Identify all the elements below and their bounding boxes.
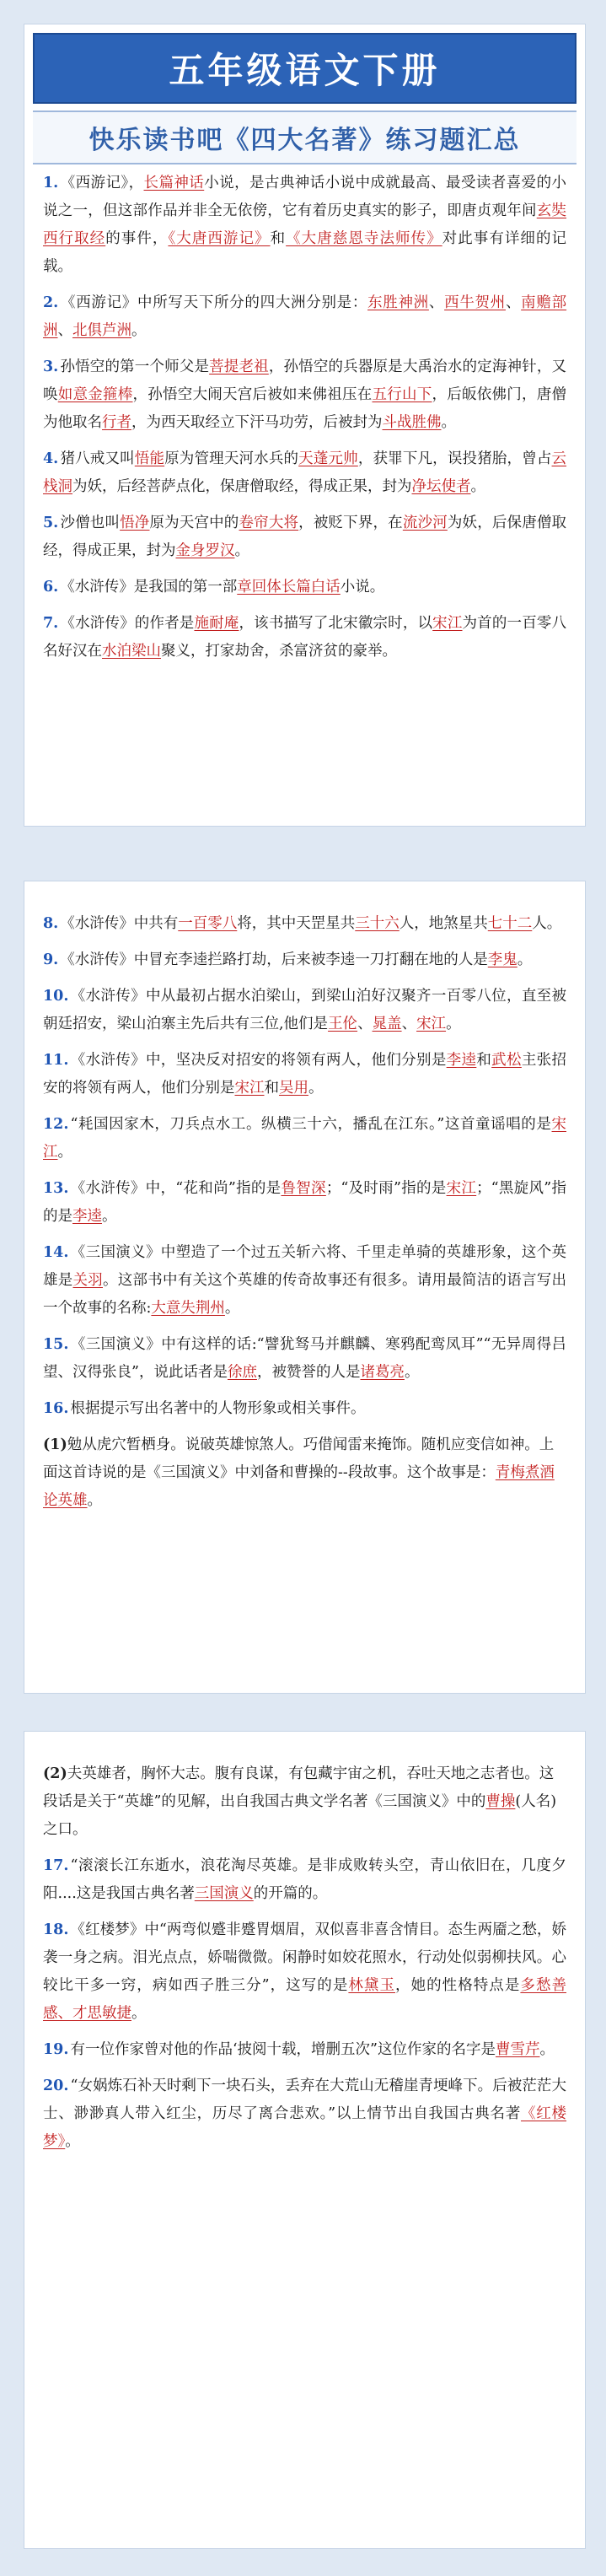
question-item bbox=[43, 1331, 566, 1387]
question-text: ，为西天取经立下汗马功劳，后被封为 bbox=[131, 414, 383, 431]
question-text: 。 bbox=[404, 1364, 420, 1381]
page-title: 五年级语文下册 bbox=[169, 50, 441, 91]
answer-text: 宋江 bbox=[43, 1116, 566, 1161]
question-number: 17. bbox=[43, 1857, 69, 1874]
answer-text: 诸葛亮 bbox=[360, 1364, 405, 1381]
sub-question-item bbox=[43, 1431, 566, 1515]
answer-text: 南赡部洲 bbox=[43, 294, 567, 339]
question-number: (2) bbox=[43, 1765, 67, 1782]
answer-text: 徐庶 bbox=[227, 1364, 257, 1381]
answer-text: 七十二 bbox=[487, 915, 533, 932]
answer-text: 如意金箍棒 bbox=[57, 386, 133, 403]
answer-text: 施耐庵 bbox=[194, 615, 239, 632]
answer-text: 西牛贺州 bbox=[444, 294, 506, 311]
answer-text: 宋江 bbox=[234, 1080, 265, 1097]
question-text: 《水浒传》中共有 bbox=[60, 915, 179, 932]
question-number: 11. bbox=[43, 1052, 69, 1069]
question-item bbox=[43, 1239, 566, 1323]
question-text: 《水浒传》中冒充李逵拦路打劫，后来被李逵一刀打翻在地的人是 bbox=[60, 951, 488, 968]
question-text: 为首的一百零八名好汉在 bbox=[43, 615, 567, 660]
answer-text: 流沙河 bbox=[402, 515, 448, 531]
question-number: 4. bbox=[43, 450, 59, 467]
question-text: 将，其中天罡星共 bbox=[237, 915, 356, 932]
question-text: 原为天宫中的 bbox=[149, 515, 239, 531]
question-text: (人名)之口。 bbox=[43, 1793, 557, 1838]
answer-text: 北俱芦洲 bbox=[72, 322, 131, 339]
question-text: 。 bbox=[131, 322, 147, 339]
question-item bbox=[43, 1175, 566, 1231]
question-text: 原为管理天河水兵的 bbox=[164, 450, 299, 467]
answer-text: 一百零八 bbox=[178, 915, 238, 932]
answer-text: 三国演义 bbox=[194, 1885, 254, 1902]
question-text: 、 bbox=[505, 294, 522, 311]
question-text: 《三国演义》中塑造了一个过五关斩六将、千里走单骑的英雄形象，这个英雄是 bbox=[43, 1244, 566, 1289]
question-text: “女娲炼石补天时剩下一块石头，丢弃在大荒山无稽崖青埂峰下。后被茫茫大士、渺渺真人带入红尘，历尽了离合悲欢。”以上情节出自我国古典名著 bbox=[43, 2078, 566, 2122]
question-item bbox=[43, 2036, 566, 2064]
question-number: 18. bbox=[43, 1921, 69, 1938]
question-item bbox=[43, 1395, 566, 1423]
answer-text: 云栈洞 bbox=[43, 450, 567, 495]
question-text: 。 bbox=[65, 2133, 80, 2150]
subtitle-banner bbox=[33, 110, 577, 164]
question-text: 。 bbox=[102, 1208, 117, 1225]
answer-text: 宋江 bbox=[416, 1016, 447, 1032]
question-text: “滚滚长江东逝水，浪花淘尽英雄。是非成败转头空，青山依旧在，几度夕阳....这是我国古典名著 bbox=[43, 1857, 566, 1902]
question-text: 《水浒传》是我国的第一部 bbox=[60, 579, 238, 595]
question-text: 《三国演义》中有这样的话:“譬犹驽马并麒麟、寒鸦配鸾凤耳”“无异周得吕望、汉得张良”，说此话者是 bbox=[43, 1336, 566, 1381]
question-text: 《水浒传》的作者是 bbox=[60, 615, 195, 632]
worksheet-card-3 bbox=[24, 1731, 586, 2549]
answer-text: 玄奘西行取经 bbox=[43, 202, 566, 247]
question-text: 的事件， bbox=[105, 230, 169, 247]
question-item bbox=[43, 1852, 566, 1908]
question-item bbox=[43, 1916, 566, 2028]
worksheet-card-1 bbox=[24, 24, 586, 827]
question-text: 和 bbox=[270, 230, 287, 247]
question-number: 7. bbox=[43, 615, 59, 632]
question-text: ，被赞誉的人是 bbox=[256, 1364, 361, 1381]
question-text: 《西游记》， bbox=[60, 175, 144, 191]
question-text: 、 bbox=[57, 322, 72, 339]
question-number: 12. bbox=[43, 1116, 69, 1133]
answer-text: 行者 bbox=[102, 414, 131, 431]
answer-text: 吴用 bbox=[279, 1080, 308, 1097]
question-number: 19. bbox=[43, 2041, 69, 2058]
question-text: 。 bbox=[131, 2005, 147, 2022]
question-list-3 bbox=[24, 1732, 585, 2156]
question-text: ，她的性格特点是 bbox=[395, 1977, 521, 1994]
question-item bbox=[43, 1047, 566, 1102]
answer-text: 斗战胜佛 bbox=[382, 414, 442, 431]
question-text: 、 bbox=[401, 1016, 417, 1032]
question-text: 《水浒传》中从最初占据水泊梁山，到梁山泊好汉聚齐一百零八位，直至被朝廷招安，梁山泊寨主先后共有三位,他们是 bbox=[43, 988, 566, 1032]
question-text: 根据提示写出名著中的人物形象或相关事件。 bbox=[70, 1400, 366, 1417]
answer-text: 晁盖 bbox=[372, 1016, 402, 1032]
question-number: 5. bbox=[43, 515, 59, 531]
title-banner bbox=[33, 33, 577, 104]
question-text: 。 bbox=[446, 1016, 461, 1032]
question-text: 。 bbox=[308, 1080, 324, 1097]
question-text: 、 bbox=[428, 294, 445, 311]
question-number: 8. bbox=[43, 915, 59, 932]
question-text: 《红楼梦》中“两弯似蹙非蹙胃烟眉，双似喜非喜含情目。态生两靥之愁，娇袭一身之病。泪光点点，娇喘微微。闲静时如姣花照水，行动处似弱柳扶风。心较比干多一窍，病如西子胜三分”，这写的是 bbox=[43, 1921, 566, 1994]
question-item bbox=[43, 2072, 566, 2156]
answer-text: 章回体长篇白话 bbox=[237, 579, 341, 595]
answer-text: 大意失荆州 bbox=[151, 1300, 225, 1317]
question-item bbox=[43, 574, 566, 601]
question-text: 为妖，后保唐僧取经，得成正果，封为 bbox=[43, 515, 567, 559]
question-text: 。 bbox=[470, 478, 485, 495]
question-text: 。这部书中有关这个英雄的传奇故事还有很多。请用最简洁的语言写出一个故事的名称: bbox=[43, 1272, 566, 1317]
question-item bbox=[43, 610, 566, 666]
answer-text: 多愁善感、才思敏捷 bbox=[43, 1977, 566, 2022]
question-text: 。 bbox=[234, 542, 249, 559]
answer-text: 天蓬元帅 bbox=[298, 450, 358, 467]
answer-text: 李逵 bbox=[72, 1208, 102, 1225]
question-text: 夫英雄者，胸怀大志。腹有良谋，有包藏宇宙之机，吞吐天地之志者也。这段话是关于“英雄”的见解，出自我国古典文学名著《三国演义》中的 bbox=[43, 1765, 555, 1810]
question-text: 沙僧也叫 bbox=[60, 515, 121, 531]
question-item bbox=[43, 353, 566, 437]
question-text: 。 bbox=[87, 1492, 102, 1509]
answer-text: 关羽 bbox=[72, 1272, 103, 1289]
question-text: 对此事有详细的记载。 bbox=[43, 230, 567, 275]
question-text: 人，地煞星共 bbox=[399, 915, 488, 932]
question-text: ，孙悟空的兵器原是大禹治水的定海神针，又唤 bbox=[43, 358, 567, 403]
question-text: ；“及时雨”指的是 bbox=[325, 1180, 447, 1197]
answer-text: 菩提老祖 bbox=[209, 358, 269, 375]
answer-text: 鲁智深 bbox=[281, 1180, 326, 1197]
question-text: ，孙悟空大闹天宫后被如来佛祖压在 bbox=[132, 386, 373, 403]
worksheet-card-2 bbox=[24, 881, 586, 1694]
question-number: 16. bbox=[43, 1400, 69, 1417]
question-item bbox=[43, 509, 566, 565]
answer-text: 五行山下 bbox=[372, 386, 432, 403]
question-number: 10. bbox=[43, 988, 69, 1005]
question-number: 3. bbox=[43, 358, 59, 375]
question-number: 13. bbox=[43, 1180, 69, 1197]
question-item bbox=[43, 170, 566, 281]
question-number: 1. bbox=[43, 175, 59, 191]
answer-text: 水泊梁山 bbox=[102, 643, 161, 660]
answer-text: 三十六 bbox=[355, 915, 400, 932]
question-text: 。 bbox=[539, 2041, 555, 2058]
answer-text: 青梅煮酒论英雄 bbox=[43, 1464, 555, 1509]
answer-text: 《大唐西游记》 bbox=[168, 230, 271, 247]
answer-text: 武松 bbox=[491, 1052, 522, 1069]
question-text: 《西游记》中所写天下所分的四大洲分别是： bbox=[60, 294, 368, 311]
question-text: 。 bbox=[57, 1144, 72, 1161]
question-list-2 bbox=[24, 881, 585, 1515]
question-text: 。 bbox=[224, 1300, 240, 1317]
answer-text: 林黛玉 bbox=[348, 1977, 396, 1994]
question-number: 15. bbox=[43, 1336, 69, 1353]
answer-text: 金身罗汉 bbox=[175, 542, 235, 559]
question-text: 主张招安的将领有两人，他们分别是 bbox=[43, 1052, 567, 1097]
page-subtitle: 快乐读书吧《四大名著》练习题汇总 bbox=[88, 126, 521, 155]
question-text: 小说，是古典神话小说中成就最高、最受读者喜爱的小说之一，但这部作品并非全无依傍，它有着历史真实的影子，即唐贞观年间 bbox=[43, 175, 567, 219]
question-text: 聚义，打家劫舍，杀富济贫的豪举。 bbox=[161, 643, 397, 660]
answer-text: 卷帘大将 bbox=[239, 515, 299, 531]
question-text: 《水浒传》中，坚决反对招安的将领有两人，他们分别是 bbox=[70, 1052, 447, 1069]
question-item bbox=[43, 910, 566, 938]
answer-text: 宋江 bbox=[432, 615, 463, 632]
question-text: “耗国因家木，刀兵点水工。纵横三十六，播乱在江东。”这首童谣唱的是 bbox=[70, 1116, 552, 1133]
question-item bbox=[43, 946, 566, 974]
question-item bbox=[43, 983, 566, 1038]
question-number: 14. bbox=[43, 1244, 69, 1261]
question-text: 小说。 bbox=[340, 579, 385, 595]
question-text: 的开篇的。 bbox=[253, 1885, 328, 1902]
question-text: 猪八戒又叫 bbox=[60, 450, 135, 467]
question-text: 和 bbox=[476, 1052, 492, 1069]
question-text: 。 bbox=[441, 414, 456, 431]
answer-text: 李鬼 bbox=[487, 951, 518, 968]
question-text: ；“黑旋风”指的是 bbox=[43, 1180, 566, 1225]
question-item bbox=[43, 1111, 566, 1167]
question-text: 和 bbox=[264, 1080, 279, 1097]
question-text: 勉从虎穴暂栖身。说破英雄惊煞人。巧借闻雷来掩饰。随机应变信如神。上面这首诗说的是《三国演义》中刘备和曹操的--段故事。这个故事是： bbox=[43, 1436, 555, 1481]
answer-text: 悟能 bbox=[134, 450, 165, 467]
answer-text: 曹雪芹 bbox=[495, 2041, 540, 2058]
question-list-1 bbox=[24, 164, 585, 666]
answer-text: 《大唐慈恩寺法师传》 bbox=[286, 230, 442, 247]
question-text: 为妖，后经菩萨点化，保唐僧取经，得成正果，封为 bbox=[72, 478, 412, 495]
question-number: 20. bbox=[43, 2078, 69, 2094]
question-number: 2. bbox=[43, 294, 59, 311]
question-text: ，获罪下凡，误投猪胎，曾占 bbox=[357, 450, 552, 467]
question-text: ，该书描写了北宋徽宗时，以 bbox=[239, 615, 433, 632]
answer-text: 王伦 bbox=[328, 1016, 358, 1032]
question-number: 9. bbox=[43, 951, 59, 968]
question-number: (1) bbox=[43, 1436, 67, 1453]
sub-question-item bbox=[43, 1760, 566, 1844]
answer-text: 悟净 bbox=[120, 515, 150, 531]
answer-text: 李逵 bbox=[446, 1052, 477, 1069]
question-number: 6. bbox=[43, 579, 59, 595]
answer-text: 《红楼梦》 bbox=[43, 2105, 567, 2150]
question-text: 、 bbox=[357, 1016, 373, 1032]
question-text: ，被贬下界，在 bbox=[298, 515, 403, 531]
question-item bbox=[43, 445, 566, 501]
answer-text: 东胜神洲 bbox=[367, 294, 429, 311]
question-text: 有一位作家曾对他的作品‘披阅十载，增删五次”这位作家的名字是 bbox=[70, 2041, 496, 2058]
question-text: ，后皈依佛门，唐僧为他取名 bbox=[43, 386, 566, 431]
question-item bbox=[43, 289, 566, 345]
question-text: 孙悟空的第一个师父是 bbox=[60, 358, 210, 375]
answer-text: 曹操 bbox=[485, 1793, 516, 1810]
answer-text: 宋江 bbox=[446, 1180, 477, 1197]
question-text: 《水浒传》中，“花和尚”指的是 bbox=[70, 1180, 282, 1197]
answer-text: 长篇神话 bbox=[143, 175, 205, 191]
question-text: 。 bbox=[517, 951, 533, 968]
answer-text: 净坛使者 bbox=[411, 478, 471, 495]
question-text: 人。 bbox=[532, 915, 562, 932]
